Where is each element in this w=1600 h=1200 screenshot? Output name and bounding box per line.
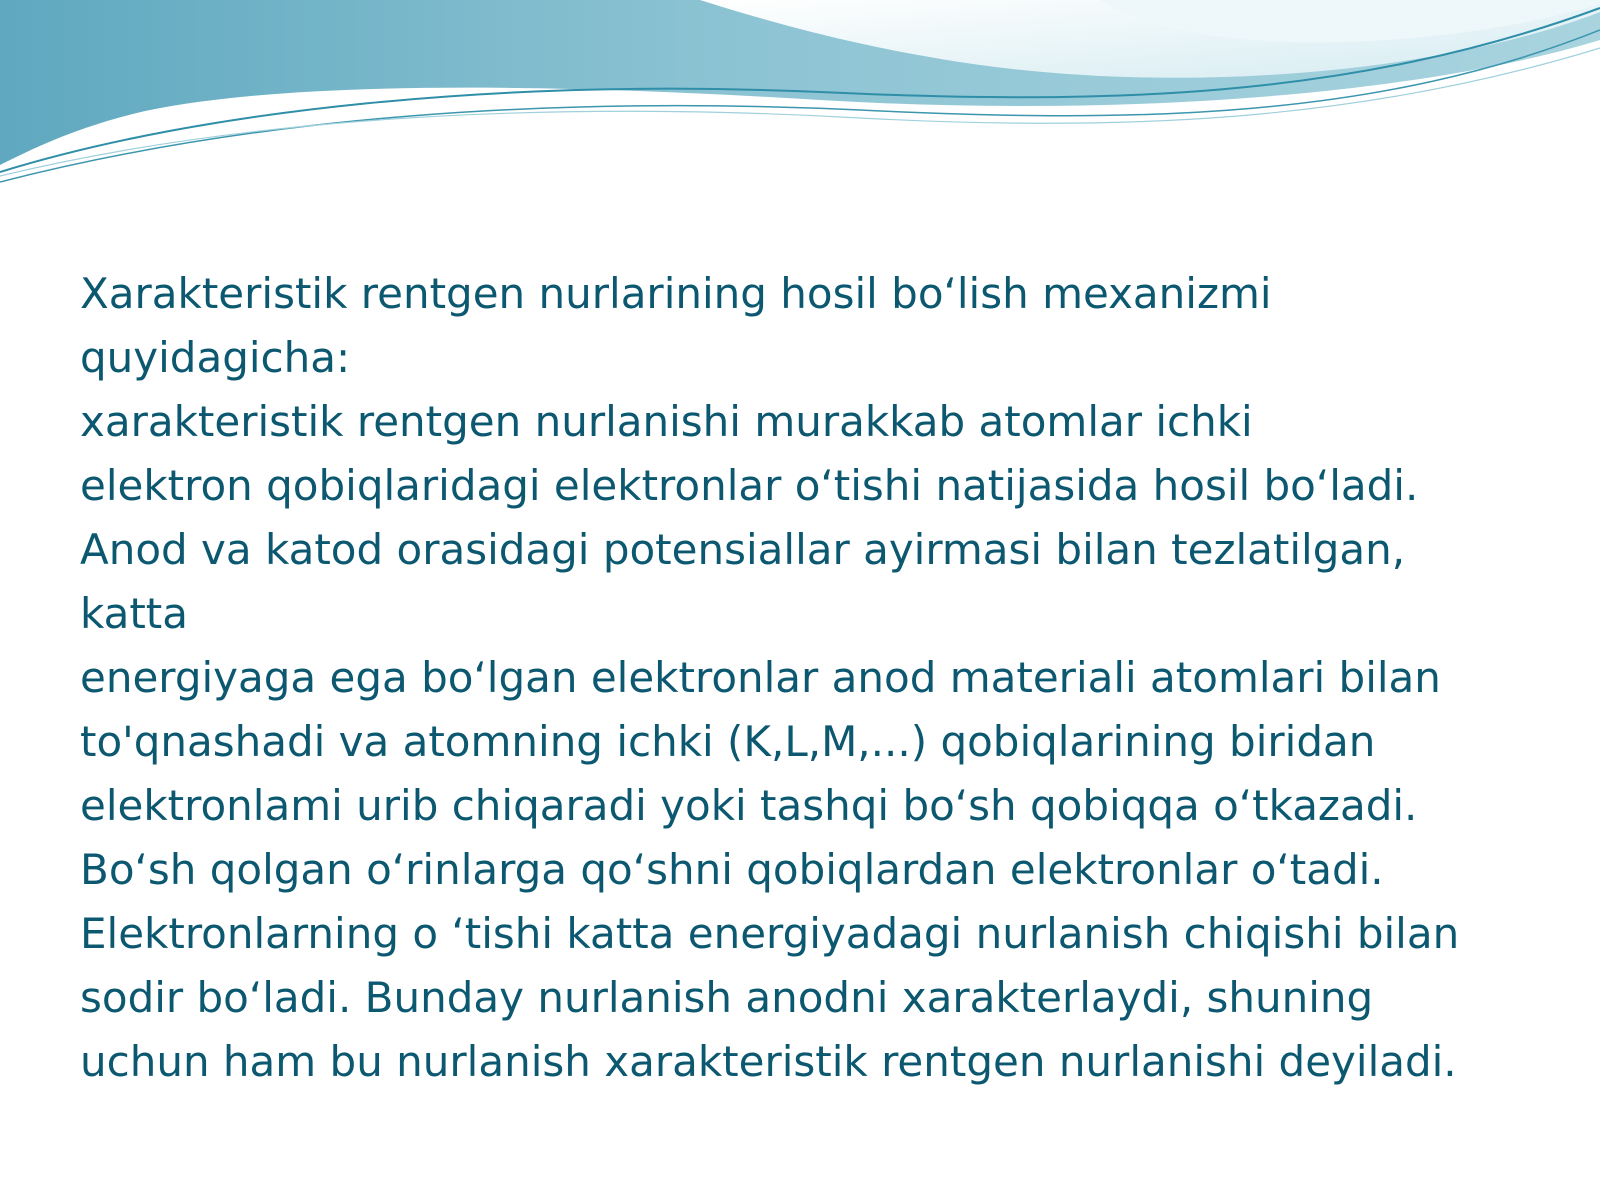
text-line: elektronlami urib chiqaradi yoki tashqi boʻsh qobiqqa oʻtkazadi. bbox=[80, 781, 1418, 830]
decorative-wave-header bbox=[0, 0, 1600, 200]
text-line: quyidagicha: bbox=[80, 333, 351, 382]
text-line: to'qnashadi va atomning ichki (K,L,M,...) qobiqlarining biridan bbox=[80, 717, 1376, 766]
slide-body-text bbox=[80, 262, 1540, 1094]
text-line: Anod va katod orasidagi potensiallar ayirmasi bilan tezlatilgan, bbox=[80, 525, 1406, 574]
text-line: elektron qobiqlaridagi elektronlar oʻtishi natijasida hosil boʻladi. bbox=[80, 461, 1419, 510]
text-line: Elektronlarning o ʻtishi katta energiyadagi nurlanish chiqishi bilan bbox=[80, 909, 1460, 958]
text-line: uchun ham bu nurlanish xarakteristik rentgen nurlanishi deyiladi. bbox=[80, 1037, 1457, 1086]
text-line: Xarakteristik rentgen nurlarining hosil boʻlish mexanizmi bbox=[80, 269, 1272, 318]
text-line: energiyaga ega boʻlgan elektronlar anod materiali atomlari bilan bbox=[80, 653, 1441, 702]
text-line: xarakteristik rentgen nurlanishi murakkab atomlar ichki bbox=[80, 397, 1253, 446]
text-line: sodir boʻladi. Bunday nurlanish anodni xarakterlaydi, shuning bbox=[80, 973, 1374, 1022]
text-line: katta bbox=[80, 589, 188, 638]
text-line: Boʻsh qolgan oʻrinlarga qoʻshni qobiqlardan elektronlar oʻtadi. bbox=[80, 845, 1384, 894]
